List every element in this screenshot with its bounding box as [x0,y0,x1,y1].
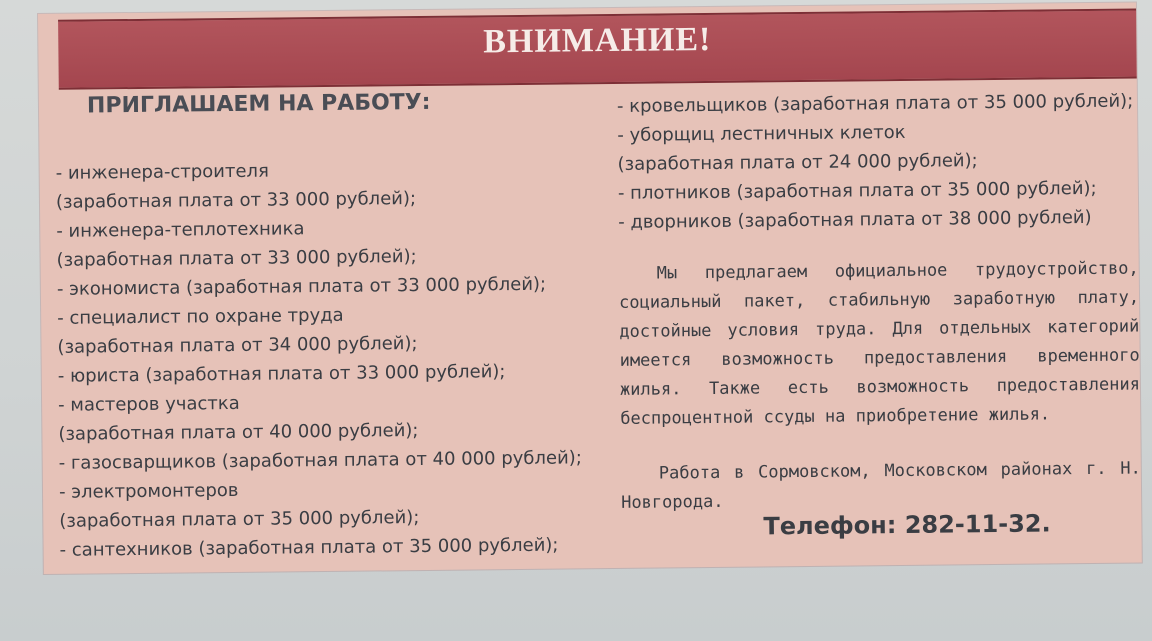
vacancy-list-right [617,86,1138,236]
list-item: (заработная плата от 40 000 рублей); [58,420,419,445]
list-item: (заработная плата от 34 000 рублей); [57,333,418,358]
offer-text: Мы предлагаем официальное трудоустройство, социальный пакет, стабильную заработную плату, достойные условия труда. Для отдельных категорий имеется возможность предоставления временного жилья. Также есть возможность предоставления беспроцентной ссуды на приобретение жилья. [618,258,1141,429]
vacancy-list-left [56,153,600,565]
offer-paragraph [619,254,1141,433]
list-item: - инженера-строителя [55,160,269,184]
list-item: (заработная плата от 33 000 рублей); [55,188,417,213]
list-item: (заработная плата от 35 000 рублей); [59,507,420,532]
list-item: - мастеров участка [57,392,240,416]
list-item: - газосварщиков (заработная плата от 40 000 рублей); [58,447,582,474]
list-item: - экономиста (заработная плата от 33 000 рублей); [56,273,547,300]
subheading: ПРИГЛАШАЕМ НА РАБОТУ: [86,89,431,119]
list-item: - дворников (заработная плата от 38 000 рублей) [618,206,1092,233]
list-item: - инженера-теплотехника [56,218,305,242]
list-item: - специалист по охране труда [57,304,344,329]
list-item: (заработная плата от 33 000 рублей); [56,246,417,271]
job-advertisement [38,3,1142,574]
list-item: - сантехников (заработная плата от 35 000 рублей); [59,534,559,561]
list-item: - уборщиц лестничных клеток [617,121,906,146]
header-band [58,9,1137,90]
list-item: - кровельщиков (заработная плата от 35 000 рублей); [616,90,1134,117]
location-text: Работа в Сормовском, Московском районах г. Н. Новгорода. [621,458,1141,513]
location-paragraph [621,454,1142,517]
phone-number: Телефон: 282-11-32. [763,509,1051,541]
list-item: - плотников (заработная плата от 35 000 рублей); [617,177,1097,204]
list-item: - юриста (заработная плата от 33 000 рублей); [57,361,506,387]
list-item: (заработная плата от 24 000 рублей); [617,150,978,175]
header-title: ВНИМАНИЕ! [483,20,712,61]
list-item: - электромонтеров [58,479,239,503]
